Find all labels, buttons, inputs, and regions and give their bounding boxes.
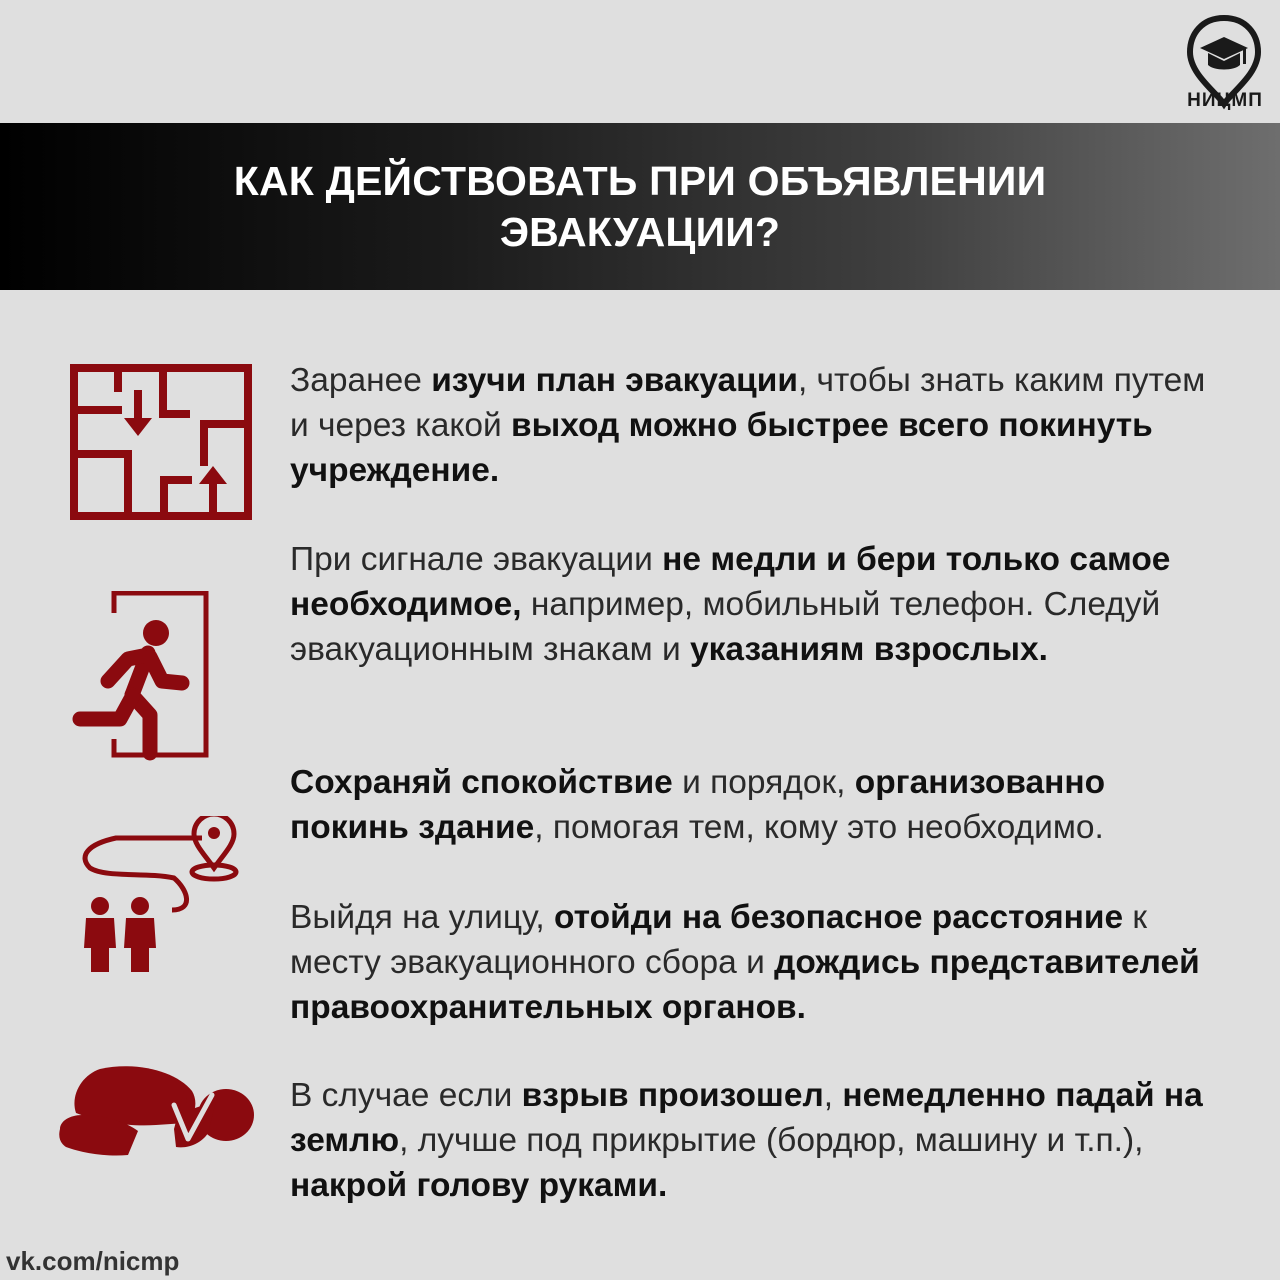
logo-text: НИЦМП <box>1187 90 1263 111</box>
list-item <box>0 760 1280 860</box>
item-text: Сохраняй спокойствие и порядок, организованно покинь здание, помогая тем, кому это необходимо. <box>290 764 1106 846</box>
list-item <box>0 358 1280 528</box>
title-line-1: КАК ДЕЙСТВОВАТЬ ПРИ ОБЪЯВЛЕНИИ <box>233 157 1047 204</box>
header-banner <box>0 123 1280 290</box>
list-item <box>0 1073 1280 1213</box>
title-line-2: ЭВАКУАЦИИ? <box>499 208 781 255</box>
page-title <box>140 156 1140 258</box>
item-text: Выйдя на улицу, отойди на безопасное расстояние к месту эвакуационного сбора и дождись представителей правоохранительных органов. <box>290 899 1200 1026</box>
person-cover-head-icon <box>56 1065 256 1165</box>
list-item <box>0 895 1280 1035</box>
list-item <box>0 537 1280 757</box>
item-text: При сигнале эвакуации не медли и бери только самое необходимое, например, мобильный телефон. Следуй эвакуационным знакам и указаниям взрослых. <box>290 541 1171 668</box>
item-text: В случае если взрыв произошел, немедленно падай на землю, лучше под прикрытие (бордюр, машину и т.п.), накрой голову руками. <box>290 1077 1203 1204</box>
footer-link[interactable]: vk.com/nicmp <box>6 1246 180 1276</box>
item-text: Заранее изучи план эвакуации, чтобы знать каким путем и через какой выход можно быстрее всего покинуть учреждение. <box>290 362 1206 489</box>
evacuation-plan-icon <box>68 362 254 522</box>
running-exit-icon <box>70 591 210 763</box>
